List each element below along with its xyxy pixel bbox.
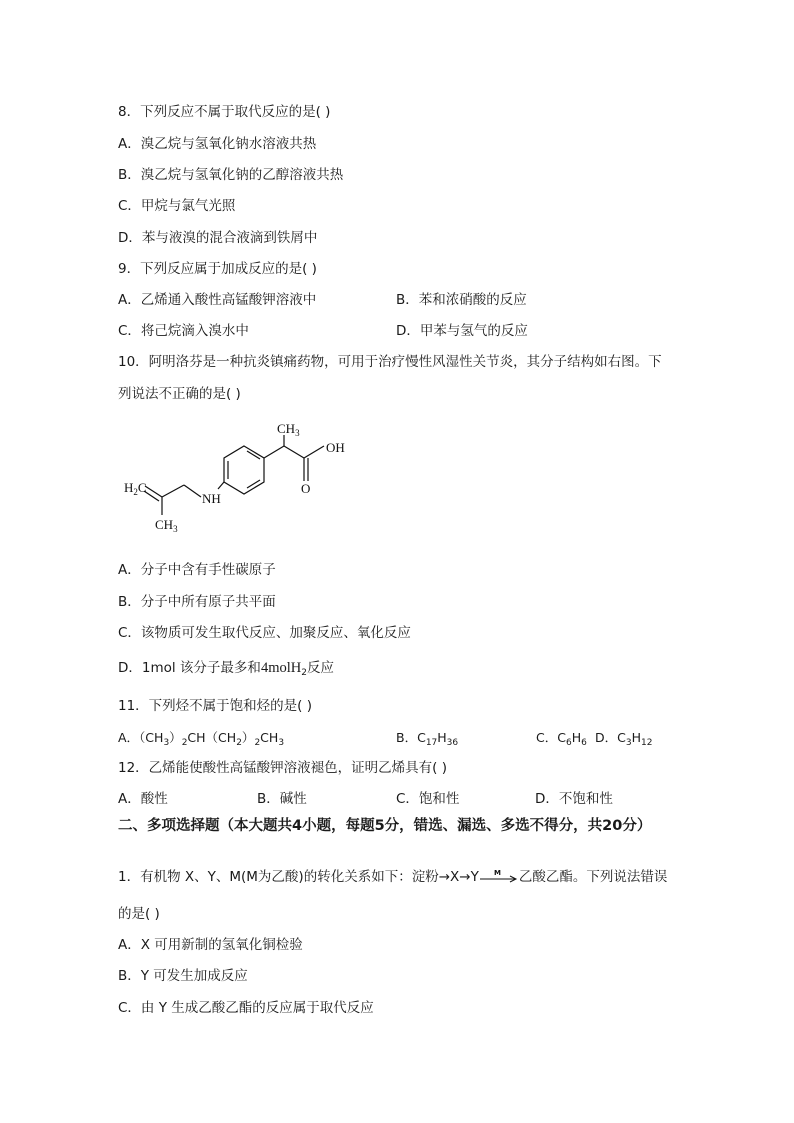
q11-options-row	[118, 729, 653, 752]
h2c-label: $H_2C$	[124, 480, 147, 497]
q11-option-a: A．$(CH_3)_2CH(CH_2)_2CH_3$	[118, 730, 285, 748]
svg-text:M: M	[493, 869, 501, 877]
q10-stem-line1: 10．阿明洛芬是一种抗炎镇痛药物，可用于治疗慢性风湿性关节炎，其分子结构如右图。下	[118, 354, 662, 370]
q10-stem-line2: 列说法不正确的是( )	[118, 386, 241, 402]
section-2-heading: 二、多项选择题（本大题共4小题，每题5分，错选、漏选、多选不得分，共20分）	[118, 818, 652, 834]
ring-ch-bond	[264, 446, 284, 458]
q8-option-a: A．溴乙烷与氢氧化钠水溶液共热	[118, 136, 317, 152]
q11-stem: 11．下列烃不属于饱和烃的是( )	[118, 698, 313, 714]
q8-option-c: C．甲烷与氯气光照	[118, 198, 236, 214]
ch3-top-label: $CH_3$	[277, 421, 300, 438]
nh-label: NH	[202, 491, 221, 506]
mq1-option-a: A．X 可用新制的氢氧化铜检验	[118, 937, 303, 953]
benzene-ring	[224, 446, 264, 494]
q10-option-d: D．1mol 该分子最多和4molH$_2$反应	[118, 660, 334, 678]
mq1-option-c: C．由 Y 生成乙酸乙酯的反应属于取代反应	[118, 1000, 374, 1016]
molecular-structure	[118, 415, 378, 545]
oh-label: OH	[326, 440, 345, 455]
mq1-stem-line1: 1．有机物 X、Y、M(M为乙酸)的转化关系如下：淀粉→X→Y M 乙酸乙酯。下列说法错误	[118, 869, 668, 885]
q9-stem: 9．下列反应属于加成反应的是( )	[118, 261, 317, 277]
q8-option-d: D．苯与液溴的混合液滴到铁屑中	[118, 230, 318, 246]
q10-option-a: A．分子中含有手性碳原子	[118, 562, 276, 578]
reaction-arrow-m	[479, 868, 519, 886]
q9-option-c: C．将己烷滴入溴水中	[118, 323, 249, 339]
ch3-bottom-label: $CH_3$	[155, 517, 178, 534]
q12-option-b: B．碱性	[257, 791, 307, 807]
q12-option-a: A．酸性	[118, 791, 168, 807]
mq1-stem-line2: 的是( )	[118, 906, 160, 922]
q8-stem: 8．下列反应不属于取代反应的是( )	[118, 104, 331, 120]
q9-row-ab	[118, 291, 527, 309]
q9-option-d: D．甲苯与氢气的反应	[396, 323, 528, 339]
q9-option-b: B．苯和浓硝酸的反应	[396, 292, 527, 308]
q10-option-c: C．该物质可发生取代反应、加聚反应、氧化反应	[118, 625, 411, 641]
carbonyl-o-label: O	[301, 481, 311, 496]
q12-stem: 12．乙烯能使酸性高锰酸钾溶液褪色，证明乙烯具有( )	[118, 760, 448, 776]
q12-option-c: C．饱和性	[396, 791, 460, 807]
q9-row-cd	[118, 322, 528, 340]
q11-option-b: B．$C_{17}H_{36}$	[396, 730, 459, 748]
q9-option-a: A．乙烯通入酸性高锰酸钾溶液中	[118, 292, 317, 308]
mq1-option-b: B．Y 可发生加成反应	[118, 968, 248, 984]
q10-option-b: B．分子中所有原子共平面	[118, 594, 276, 610]
q12-option-d: D．不饱和性	[535, 791, 613, 807]
q8-option-b: B．溴乙烷与氢氧化钠的乙醇溶液共热	[118, 167, 344, 183]
q11-option-c: C．$C_6H_6$	[536, 730, 587, 748]
q12-options-row	[118, 790, 613, 808]
q11-option-d: D．$C_3H_{12}$	[595, 730, 653, 748]
